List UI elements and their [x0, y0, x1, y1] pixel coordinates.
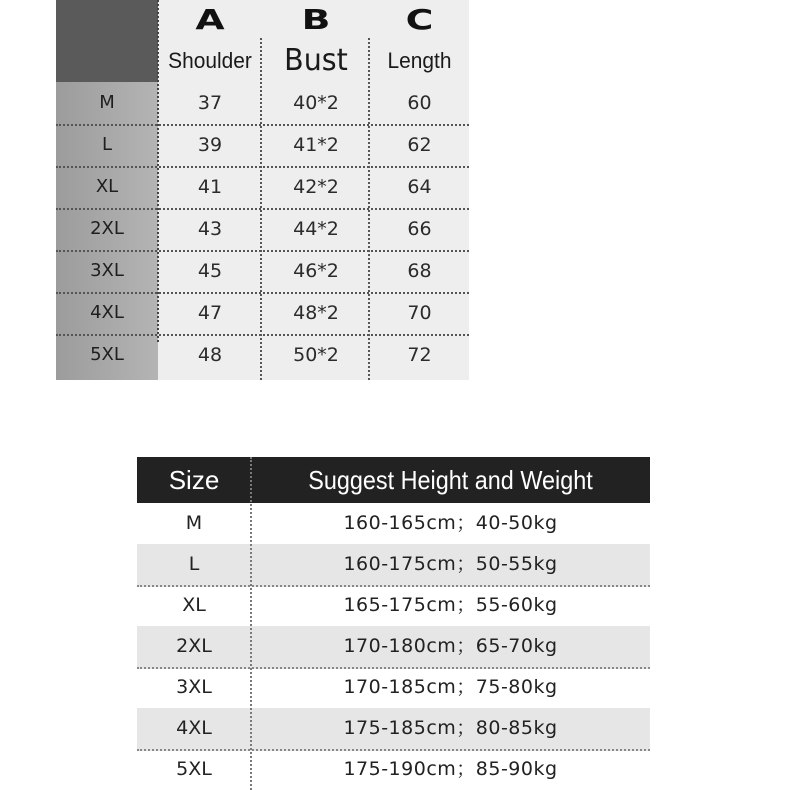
shoulder-value: 47 — [197, 302, 223, 324]
measurements-table — [56, 0, 469, 380]
size-suggestion-table — [137, 457, 650, 790]
height-weight-value: 170-180cm；65-70kg — [343, 635, 558, 657]
size-label: M — [99, 92, 115, 113]
length-value: 72 — [407, 344, 432, 366]
table-row — [137, 503, 650, 546]
header-length: Length — [387, 48, 452, 73]
height-weight-value: 175-185cm；80-85kg — [343, 717, 558, 739]
column-letter-b: B — [301, 3, 331, 36]
size-label: 2XL — [176, 635, 212, 657]
shoulder-value: 41 — [197, 176, 223, 198]
length-value: 64 — [407, 176, 432, 198]
bust-value: 48*2 — [293, 302, 339, 324]
bust-value: 44*2 — [293, 218, 339, 240]
size-label: 4XL — [176, 717, 212, 739]
table-row — [137, 544, 650, 587]
length-value: 62 — [407, 134, 432, 156]
column-divider — [250, 457, 252, 790]
bust-value: 42*2 — [293, 176, 339, 198]
shoulder-value: 39 — [197, 134, 223, 156]
shoulder-value: 43 — [197, 218, 223, 240]
header-shoulder: Shoulder — [168, 48, 252, 73]
header-suggest-height-weight: Suggest Height and Weight — [308, 465, 593, 495]
table-row — [56, 82, 469, 124]
length-value: 66 — [407, 218, 432, 240]
height-weight-value: 170-185cm；75-80kg — [343, 676, 558, 698]
length-value: 70 — [407, 302, 432, 324]
row-divider — [56, 208, 469, 210]
shoulder-value: 45 — [197, 260, 223, 282]
size-label: 3XL — [90, 260, 124, 281]
shoulder-value: 37 — [197, 92, 223, 114]
table-row — [56, 292, 469, 334]
size-label: 3XL — [176, 676, 212, 698]
table-row — [137, 749, 650, 790]
column-divider — [157, 0, 159, 342]
length-value: 60 — [407, 92, 432, 114]
size-label: L — [101, 134, 113, 155]
bust-value: 46*2 — [293, 260, 339, 282]
table-row — [137, 667, 650, 710]
table-row — [56, 166, 469, 208]
table-row — [137, 708, 650, 751]
height-weight-value: 175-190cm；85-90kg — [343, 758, 558, 780]
table-row — [137, 626, 650, 669]
size-label: M — [185, 512, 203, 534]
size-label: 4XL — [90, 302, 124, 323]
length-value: 68 — [407, 260, 432, 282]
table-row — [137, 585, 650, 628]
bust-value: 50*2 — [293, 344, 339, 366]
table-row — [56, 250, 469, 292]
header-bust: Bust — [284, 43, 348, 78]
table-row — [56, 208, 469, 250]
table-row — [56, 334, 469, 376]
size-label: XL — [182, 594, 206, 616]
table-row — [56, 124, 469, 166]
size-label: XL — [95, 176, 119, 197]
row-divider — [56, 250, 469, 252]
row-divider — [56, 334, 469, 336]
column-letter-a: A — [195, 3, 225, 36]
bust-value: 41*2 — [293, 134, 339, 156]
table-header — [137, 457, 650, 503]
size-label: 5XL — [176, 758, 212, 780]
height-weight-value: 160-175cm；50-55kg — [343, 553, 558, 575]
shoulder-value: 48 — [197, 344, 223, 366]
size-label: 2XL — [90, 218, 124, 239]
size-label: 5XL — [90, 344, 124, 365]
column-letter-c: C — [405, 3, 434, 36]
bust-value: 40*2 — [293, 92, 339, 114]
header-size: Size — [168, 465, 220, 495]
row-divider — [56, 166, 469, 168]
height-weight-value: 165-175cm；55-60kg — [343, 594, 558, 616]
row-divider — [56, 124, 469, 126]
size-label: L — [188, 553, 200, 575]
height-weight-value: 160-165cm；40-50kg — [343, 512, 558, 534]
row-divider — [56, 292, 469, 294]
